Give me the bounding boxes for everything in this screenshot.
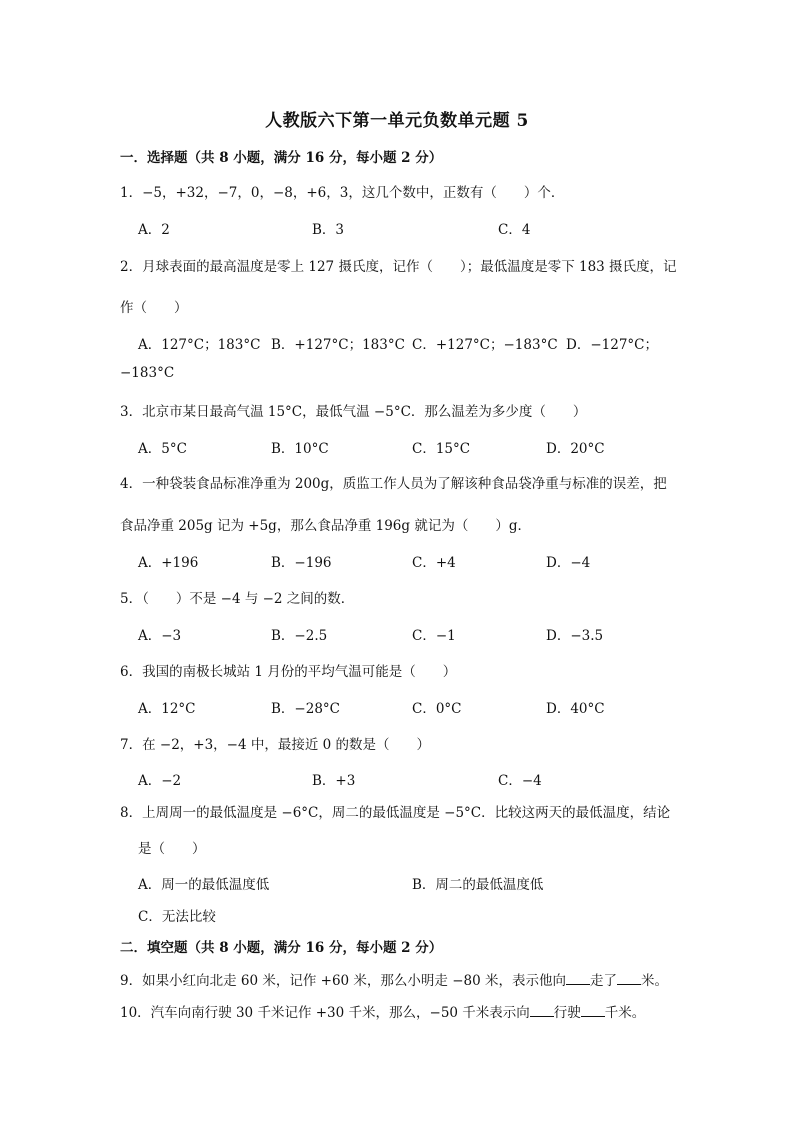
question-10-text-2: 行驶 [553,1005,581,1021]
question-6-option-c: C．0°C [412,701,462,717]
question-10-text-1: 10．汽车向南行驶 30 千米记作 +30 千米，那么，−50 千米表示向 [120,1005,530,1021]
question-5-stem: 5．（ ）不是 −4 与 −2 之间的数． [120,591,355,607]
section-heading-choice: 一．选择题（共 8 小题，满分 16 分，每小题 2 分） [120,150,443,166]
question-6-option-d: D．40°C [546,701,605,717]
question-5-option-b: B．−2.5 [271,628,328,644]
question-2-stem-line-2: 作（ ） [120,300,188,316]
question-3-option-b: B．10°C [271,441,329,457]
section-heading-fill-blank: 二．填空题（共 8 小题，满分 16 分，每小题 2 分） [120,940,443,956]
question-7-stem: 7．在 −2，+3，−4 中，最接近 0 的数是（ ） [120,737,431,753]
question-1-option-b: B．3 [312,222,345,238]
question-8-option-b: B．周二的最低温度低 [412,877,544,893]
question-2-option-d-continued: −183°C [120,365,175,381]
question-4-stem-line-1: 4．一种袋装食品标准净重为 200g，质监工作人员为了解该种食品袋净重与标准的误差，把 [120,476,667,492]
question-2-stem-line-1: 2．月球表面的最高温度是零上 127 摄氏度，记作（ ）；最低温度是零下 183 摄氏度，记 [120,259,677,275]
question-9 [120,969,680,989]
answer-blank[interactable] [581,1004,605,1017]
answer-blank[interactable] [530,1004,554,1017]
question-7-option-b: B．+3 [312,773,356,789]
question-4-option-a: A．+196 [138,555,199,571]
question-9-text-1: 9．如果小红向北走 60 米，记作 +60 米，那么小明走 −80 米，表示他向 [120,973,566,989]
question-2-option-a: A．127°C；183°C [138,337,261,353]
question-9-text-2: 走了 [590,973,617,989]
question-4-stem-line-2: 食品净重 205g 记为 +5g，那么食品净重 196g 就记为（ ）g． [120,518,531,534]
question-4-option-d: D．−4 [546,555,591,571]
question-2-option-c: C．+127°C；−183°C [412,337,558,353]
question-10 [120,1001,680,1021]
answer-blank[interactable] [566,972,590,985]
question-1-stem: 1．−5，+32，−7，0，−8，+6，3，这几个数中，正数有（ ）个． [120,185,565,201]
page-title: 人教版六下第一单元负数单元题 5 [265,111,529,131]
question-1-option-a: A．2 [138,222,170,238]
question-8-stem-line-1: 8．上周周一的最低温度是 −6°C，周二的最低温度是 −5°C．比较这两天的最低温度，结论 [120,805,671,821]
question-5-option-d: D．−3.5 [546,628,604,644]
question-7-option-c: C．−4 [498,773,542,789]
question-3-option-c: C．15°C [412,441,471,457]
question-5-option-a: A．−3 [138,628,182,644]
question-6-stem: 6．我国的南极长城站 1 月份的平均气温可能是（ ） [120,664,457,680]
question-6-option-a: A．12°C [138,701,196,717]
question-10-text-3: 千米。 [604,1005,646,1021]
question-7-option-a: A．−2 [138,773,182,789]
question-4-option-b: B．−196 [271,555,332,571]
question-2-option-d: D．−127°C； [566,337,658,353]
question-9-text-3: 米。 [641,973,668,989]
question-6-option-b: B．−28°C [271,701,340,717]
answer-blank[interactable] [617,972,641,985]
question-8-stem-line-2: 是（ ） [138,841,206,857]
question-8-option-a: A．周一的最低温度低 [138,877,270,893]
question-1-option-c: C．4 [498,222,531,238]
question-2-option-b: B．+127°C；183°C [271,337,405,353]
question-3-option-a: A．5°C [138,441,187,457]
question-3-option-d: D．20°C [546,441,605,457]
question-4-option-c: C．+4 [412,555,456,571]
question-3-stem: 3．北京市某日最高气温 15°C，最低气温 −5°C．那么温差为多少度（ ） [120,404,587,420]
question-5-option-c: C．−1 [412,628,456,644]
question-8-option-c: C．无法比较 [138,909,216,925]
